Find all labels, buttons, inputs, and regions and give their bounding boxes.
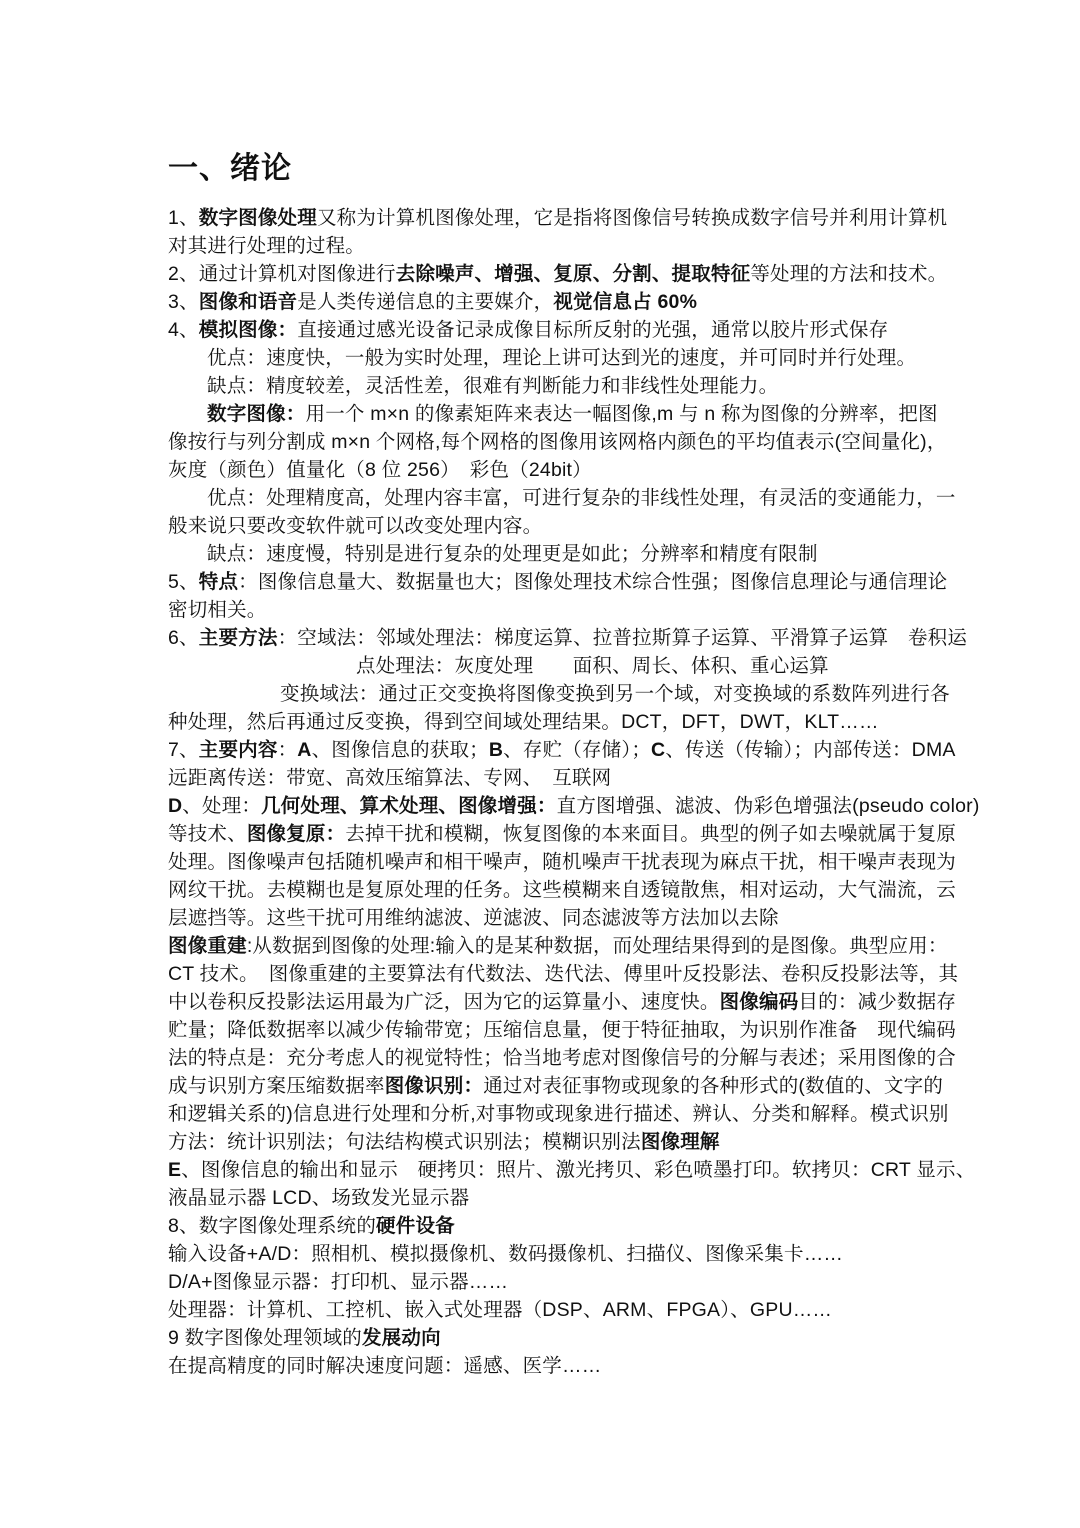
text-line [168, 372, 940, 400]
text-line [168, 736, 956, 764]
text-segment: 法的特点是：充分考虑人的视觉特性；恰当地考虑对图像信号的分解与表述；采用图像的合 [168, 1047, 957, 1069]
text-line [168, 428, 947, 456]
text-segment: 图像理解 [640, 1131, 720, 1153]
text-segment: 缺点：精度较差，灵活性差，很难有判断能力和非线性处理能力。 [207, 375, 779, 397]
text-segment: 通过对表征事物或现象的各种形式的(数值的、文字的 [483, 1075, 944, 1097]
text-line [168, 624, 968, 652]
text-segment: 5、 [168, 571, 199, 593]
text-line [168, 1324, 940, 1352]
text-segment: D/A+图像显示器：打印机、显示器…… [168, 1271, 509, 1293]
text-segment: 直方图增强、滤波、伪彩色增强法(pseudo color) [556, 795, 980, 817]
text-line [168, 232, 940, 260]
text-line [168, 792, 980, 820]
text-segment: 模拟图像： [198, 319, 298, 341]
text-segment: 中以卷积反投影法运用最为广泛，因为它的运算量小、速度快。 [168, 991, 720, 1013]
text-segment: 、处理： [182, 795, 262, 817]
text-segment: 等处理的方法和技术。 [750, 263, 948, 285]
text-segment: ：图像信息量大、数据量也大；图像处理技术综合性强；图像信息理论与通信理论 [238, 571, 948, 593]
text-segment: :从数据到图像的处理:输入的是某种数据，而处理结果得到的是图像。典型应用： [246, 935, 948, 957]
text-line [168, 484, 956, 512]
text-line [168, 876, 957, 904]
text-segment: 又称为计算机图像处理，它是指将图像信号转换成数字信号并利用计算机 [316, 207, 948, 229]
text-segment: CT 技术。 图像重建的主要算法有代数法、迭代法、傅里叶反投影法、卷积反投影法等，其 [168, 963, 959, 985]
text-segment: 种处理，然后再通过反变换，得到空间域处理结果。DCT，DFT，DWT，KLT…… [168, 711, 879, 733]
text-line [168, 652, 940, 680]
text-line [168, 1016, 957, 1044]
text-segment: 9 数字图像处理领域的 [168, 1327, 362, 1349]
text-line [168, 204, 948, 232]
text-segment: 、图像信息的获取； [311, 739, 489, 761]
text-segment: 图像和语音 [198, 291, 298, 313]
text-segment: 2、通过计算机对图像进行 [168, 263, 396, 285]
text-segment: 图像编码 [719, 991, 799, 1013]
text-segment: 数字图像： [207, 403, 306, 425]
text-line [168, 848, 957, 876]
text-line [168, 344, 940, 372]
text-segment: 几何处理、算术处理、图像增强： [261, 795, 557, 817]
text-line [168, 764, 940, 792]
text-line [168, 1072, 944, 1100]
document-body [168, 204, 980, 1380]
text-segment: 视觉信息占 60% [553, 291, 698, 313]
text-line [168, 904, 940, 932]
text-segment: 远距离传送：带宽、高效压缩算法、专网、 互联网 [168, 767, 612, 789]
text-segment: 、存贮（存储）； [503, 739, 652, 761]
text-line [168, 540, 940, 568]
text-segment: B [488, 739, 504, 761]
text-segment: D [168, 795, 183, 817]
text-segment: 液晶显示器 LCD、场致发光显示器 [168, 1187, 470, 1209]
text-line [168, 820, 957, 848]
text-segment: 、传送（传输）；内部传送：DMA [665, 739, 956, 761]
text-segment: 直接通过感光设备记录成像目标所反射的光强，通常以胶片形式保存 [297, 319, 889, 341]
text-segment: 等技术、 [168, 823, 247, 845]
text-segment: 贮量；降低数据率以减少传输带宽；压缩信息量，便于特征抽取，为识别作准备 现代编码 [168, 1019, 957, 1041]
text-segment: 图像重建 [168, 935, 247, 957]
text-segment: E [168, 1159, 182, 1181]
text-segment: 硬件设备 [376, 1215, 455, 1237]
text-segment: 3、 [168, 291, 199, 313]
text-segment: 变换域法：通过正交变换将图像变换到另一个域，对变换域的系数阵列进行各 [280, 683, 950, 705]
text-segment: 在提高精度的同时解决速度问题：遥感、医学…… [168, 1355, 602, 1377]
text-segment: 主要方法 [198, 627, 278, 649]
text-line [168, 1268, 940, 1296]
text-line [168, 1128, 940, 1156]
text-line [168, 960, 959, 988]
text-segment: ：空域法：邻域处理法：梯度运算、拉普拉斯算子运算、平滑算子运算 卷积运 [277, 627, 968, 649]
text-segment: 去掉干扰和模糊，恢复图像的本来面目。典型的例子如去噪就属于复原 [345, 823, 957, 845]
text-line [168, 456, 940, 484]
text-segment: 优点：速度快，一般为实时处理，理论上讲可达到光的速度，并可同时并行处理。 [207, 347, 917, 369]
text-segment: C [651, 739, 666, 761]
text-line [168, 260, 948, 288]
text-segment: 缺点：速度慢，特别是进行复杂的处理更是如此；分辨率和精度有限制 [207, 543, 818, 565]
text-segment: 灰度（颜色）值量化（8 位 256） 彩色（24bit） [168, 459, 592, 481]
text-segment: 层遮挡等。这些干扰可用维纳滤波、逆滤波、同态滤波等方法加以去除 [168, 907, 779, 929]
text-line [168, 1296, 940, 1324]
text-segment: 目的：减少数据存 [798, 991, 957, 1013]
text-segment: 特点 [198, 571, 239, 593]
text-segment: 方法：统计识别法；句法结构模式识别法；模糊识别法 [168, 1131, 641, 1153]
text-segment: 优点：处理精度高，处理内容丰富，可进行复杂的非线性处理，有灵活的变通能力，一 [207, 487, 956, 509]
text-segment: 7、 [168, 739, 199, 761]
text-segment: 处理。图像噪声包括随机噪声和相干噪声，随机噪声干扰表现为麻点干扰，相干噪声表现为 [168, 851, 957, 873]
text-segment: 图像复原： [246, 823, 346, 845]
text-line [168, 1212, 940, 1240]
text-segment: ： [277, 739, 298, 761]
text-line [168, 1156, 976, 1184]
text-line [168, 1184, 940, 1212]
text-line [168, 1100, 949, 1128]
text-segment: 1、 [168, 207, 199, 229]
text-line [168, 988, 957, 1016]
text-line [168, 1352, 940, 1380]
text-segment: 用一个 m×n 的像素矩阵来表达一幅图像,m 与 n 称为图像的分辨率，把图 [305, 403, 938, 425]
text-segment: 图像识别： [384, 1075, 484, 1097]
text-segment: 输入设备+A/D：照相机、模拟摄像机、数码摄像机、扫描仪、图像采集卡…… [168, 1243, 844, 1265]
text-segment: 密切相关。 [168, 599, 267, 621]
text-segment: 般来说只要改变软件就可以改变处理内容。 [168, 515, 543, 537]
text-segment: 发展动向 [361, 1327, 441, 1349]
text-segment: 、图像信息的输出和显示 硬拷贝：照片、激光拷贝、彩色喷墨打印。软拷贝：CRT 显示、 [181, 1159, 976, 1181]
text-segment: 去除噪声、增强、复原、分割、提取特征 [395, 263, 751, 285]
text-line [168, 932, 948, 960]
text-segment: 像按行与列分割成 m×n 个网格,每个网格的图像用该网格内颜色的平均值表示(空间量化)， [168, 431, 947, 453]
page-title: 一、绪论 [168, 152, 292, 185]
text-line [168, 568, 948, 596]
text-line [168, 680, 950, 708]
text-segment: 和逻辑关系的)信息进行处理和分析,对事物或现象进行描述、辨认、分类和解释。模式识别 [168, 1103, 949, 1125]
text-segment: 点处理法：灰度处理 面积、周长、体积、重心运算 [356, 655, 829, 677]
text-segment: 对其进行处理的过程。 [168, 235, 366, 257]
text-line [168, 1044, 957, 1072]
text-segment: 网纹干扰。去模糊也是复原处理的任务。这些模糊来自透镜散焦，相对运动，大气湍流，云 [168, 879, 957, 901]
text-segment: 处理器：计算机、工控机、嵌入式处理器（DSP、ARM、FPGA）、GPU…… [168, 1299, 833, 1321]
text-segment: 8、数字图像处理系统的 [168, 1215, 377, 1237]
text-segment: 主要内容 [198, 739, 278, 761]
text-line [168, 288, 940, 316]
text-segment: 成与识别方案压缩数据率 [168, 1075, 385, 1097]
text-segment: 是人类传递信息的主要媒介， [297, 291, 554, 313]
text-line [168, 596, 940, 624]
text-line [168, 708, 940, 736]
text-segment: 数字图像处理 [198, 207, 317, 229]
text-segment: 4、 [168, 319, 199, 341]
text-segment: 6、 [168, 627, 199, 649]
text-line [168, 400, 940, 428]
text-line [168, 316, 940, 344]
text-line [168, 512, 940, 540]
text-line [168, 1240, 940, 1268]
text-segment: A [297, 739, 312, 761]
